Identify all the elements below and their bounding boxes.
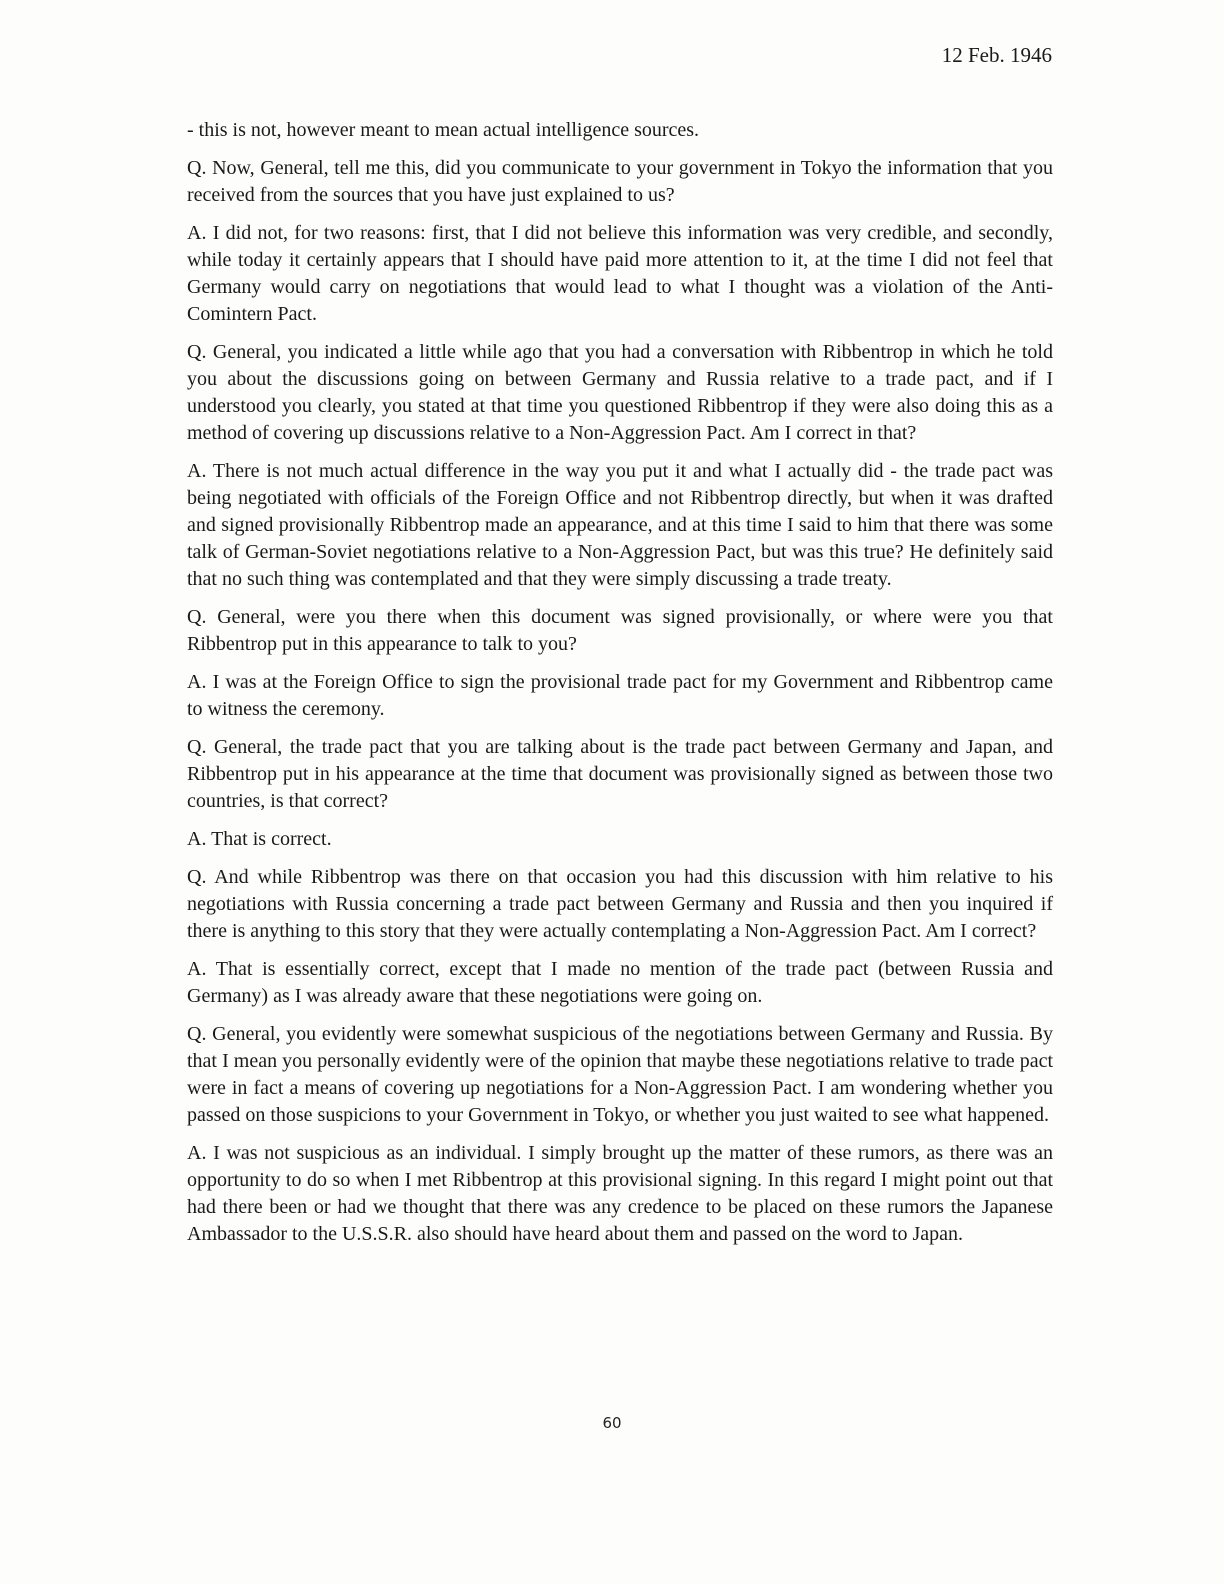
transcript-paragraph: Q. And while Ribbentrop was there on that occasion you had this discussion with him relative to his negotiations with Russia concerning a trade pact between Germany and Russia and then you inquired if there is anything to this story that they were actually contemplating a Non-Aggression Pact. Am I correct? [187,866,1053,942]
transcript-paragraph: A. That is essentially correct, except that I made no mention of the trade pact (between Russia and Germany) as I was already aware that these negotiations were going on. [187,958,1053,1007]
transcript-paragraph: Q. General, were you there when this document was signed provisionally, or where were you that Ribbentrop put in this appearance to talk to you? [187,606,1053,655]
transcript-paragraph: A. That is correct. [187,828,332,850]
transcript-body [187,117,1053,1259]
transcript-paragraph: Q. General, the trade pact that you are talking about is the trade pact between Germany and Japan, and Ribbentrop put in his appearance at the time that document was provisionally signed as between those two countries, is that correct? [187,736,1053,812]
transcript-paragraph: Q. General, you indicated a little while ago that you had a conversation with Ribbentrop in which he told you about the discussions going on between Germany and Russia relative to a trade pact, and if I understood you clearly, you stated at that time you questioned Ribbentrop if they were also doing this as a method of covering up discussions relative to a Non-Aggression Pact. Am I correct in that? [187,341,1053,444]
document-date: 12 Feb. 1946 [941,43,1052,67]
transcript-paragraph: - this is not, however meant to mean actual intelligence sources. [187,119,700,141]
transcript-paragraph: A. I was not suspicious as an individual. I simply brought up the matter of these rumors, as there was an opportunity to do so when I met Ribbentrop at this provisional signing. In this regard I might point out that had there been or had we thought that there was any credence to be placed on these rumors the Japanese Ambassador to the U.S.S.R. also should have heard about them and passed on the word to Japan. [187,1142,1053,1245]
transcript-paragraph: Q. General, you evidently were somewhat suspicious of the negotiations between Germany and Russia. By that I mean you personally evidently were of the opinion that maybe these negotiations relative to trade pact were in fact a means of covering up negotiations for a Non-Aggression Pact. I am wondering whether you passed on those suspicions to your Government in Tokyo, or whether you just waited to see what happened. [187,1023,1053,1126]
transcript-paragraph: A. I did not, for two reasons: first, that I did not believe this information was very credible, and secondly, while today it certainly appears that I should have paid more attention to it, at the time I did not feel that Germany would carry on negotiations that would lead to what I thought was a violation of the Anti-Comintern Pact. [187,222,1053,325]
page-number: 60 [602,1414,622,1432]
transcript-paragraph: A. There is not much actual difference in the way you put it and what I actually did - the trade pact was being negotiated with officials of the Foreign Office and not Ribbentrop directly, but when it was drafted and signed provisionally Ribbentrop made an appearance, and at this time I said to him that there was some talk of German-Soviet negotiations relative to a Non-Aggression Pact, but was this true? He definitely said that no such thing was contemplated and that they were simply discussing a trade treaty. [187,460,1053,590]
transcript-paragraph: A. I was at the Foreign Office to sign the provisional trade pact for my Government and Ribbentrop came to witness the ceremony. [187,671,1053,720]
transcript-paragraph: Q. Now, General, tell me this, did you communicate to your government in Tokyo the information that you received from the sources that you have just explained to us? [187,157,1053,206]
